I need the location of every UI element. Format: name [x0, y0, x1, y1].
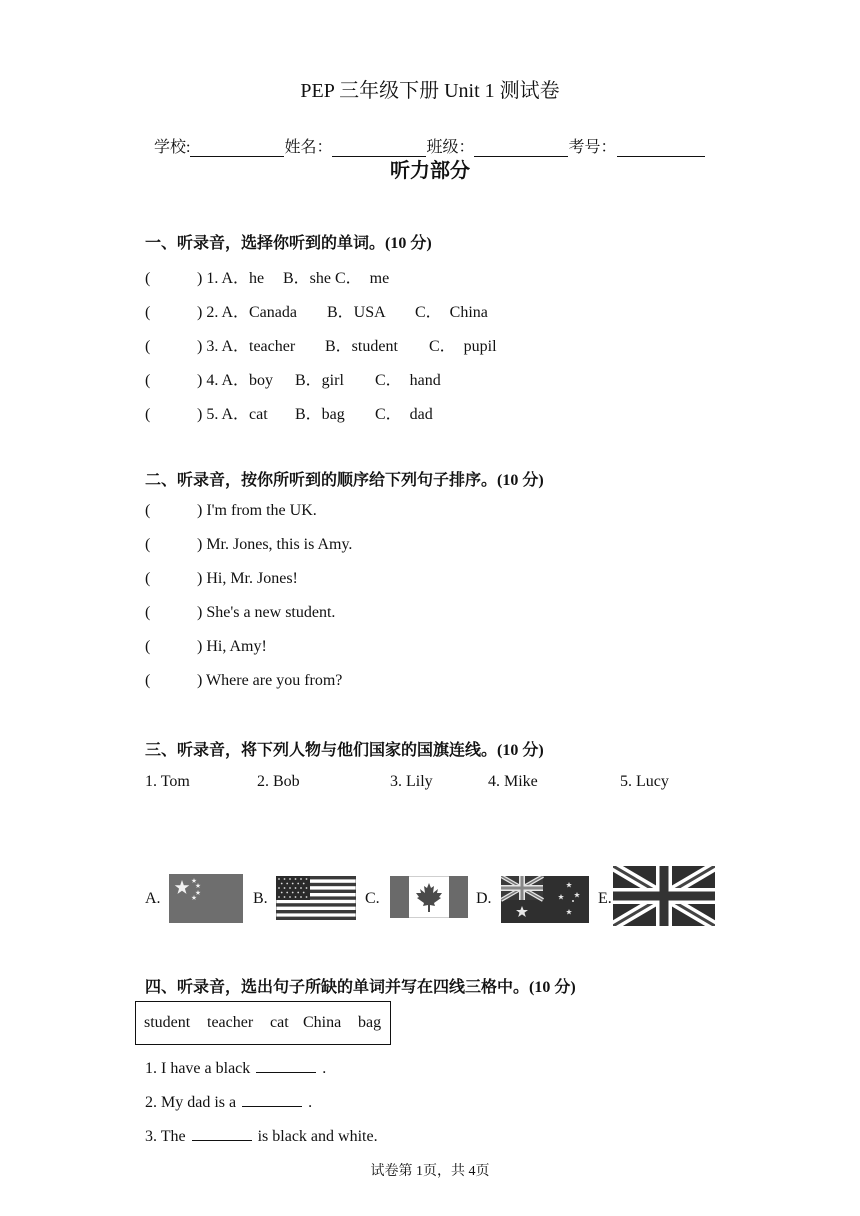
page-footer: 试卷第 1页，共 4页 [370, 1164, 490, 1179]
school-label: 学校: [154, 139, 191, 156]
list-item: ( ) I'm from the UK. [145, 502, 317, 519]
fill-sentence-2: 2. My dad is a . [145, 1090, 312, 1112]
q4-item: ( ) 4. A．boy B．girl C． hand [145, 372, 441, 389]
class-label: 班级： [426, 139, 475, 156]
word-bank-item: student [144, 1014, 191, 1031]
section2-heading: 二、听录音，按你所听到的顺序给下列句子排序。(10 分) [145, 472, 544, 489]
word-bank-item: cat [270, 1014, 289, 1031]
person-mike: 4. Mike [488, 773, 538, 790]
flag-label-b: B. [253, 890, 268, 907]
section1-heading: 一、听录音，选择你听到的单词。(10 分) [145, 235, 432, 252]
student-info-row [146, 116, 705, 157]
answer-blank[interactable] [192, 1124, 252, 1141]
word-bank-item: bag [358, 1014, 382, 1031]
person-lucy: 5. Lucy [620, 773, 669, 790]
flag-label-d: D. [476, 890, 492, 907]
australia-flag-icon [501, 876, 589, 923]
list-item: ( ) Mr. Jones, this is Amy. [145, 536, 353, 553]
section3-heading: 三、听录音，将下列人物与他们国家的国旗连线。(10 分) [145, 742, 544, 759]
list-item: ( ) She's a new student. [145, 604, 336, 621]
section4-heading: 四、听录音，选出句子所缺的单词并写在四线三格中。(10 分) [145, 979, 576, 996]
fill-sentence-1: 1. I have a black . [145, 1056, 326, 1078]
list-item: ( ) Where are you from? [145, 672, 343, 689]
list-item: ( ) Hi, Mr. Jones! [145, 570, 298, 587]
canada-flag-icon [390, 876, 468, 918]
uk-flag-icon [613, 866, 715, 926]
word-bank-box [135, 1001, 391, 1045]
flag-label-c: C. [365, 890, 380, 907]
answer-blank[interactable] [256, 1056, 316, 1073]
section-subtitle: 听力部分 [390, 160, 470, 182]
page-title: PEP 三年级下册 Unit 1 测试卷 [300, 80, 560, 102]
q1-item: ( ) 1. A．he B．she C． me [145, 270, 390, 287]
person-tom: 1. Tom [145, 773, 190, 790]
q5-item: ( ) 5. A．cat B．bag C． dad [145, 406, 433, 423]
list-item: ( ) Hi, Amy! [145, 638, 267, 655]
flag-label-e: E. [598, 890, 612, 907]
word-bank-item: China [303, 1014, 342, 1031]
flags-row [145, 866, 725, 926]
q2-item: ( ) 2. A．Canada B．USA C． China [145, 304, 488, 321]
name-label: 姓名： [284, 139, 333, 156]
flag-label-a: A. [145, 890, 161, 907]
word-bank-item: teacher [207, 1014, 254, 1031]
usa-flag-icon [276, 876, 356, 920]
q3-item: ( ) 3. A．teacher B．student C． pupil [145, 338, 497, 355]
person-bob: 2. Bob [257, 773, 300, 790]
fill-sentence-3: 3. The is black and white. [145, 1124, 378, 1146]
china-flag-icon [169, 874, 243, 923]
number-label: 考号： [568, 139, 617, 156]
answer-blank[interactable] [242, 1090, 302, 1107]
person-lily: 3. Lily [390, 773, 433, 790]
